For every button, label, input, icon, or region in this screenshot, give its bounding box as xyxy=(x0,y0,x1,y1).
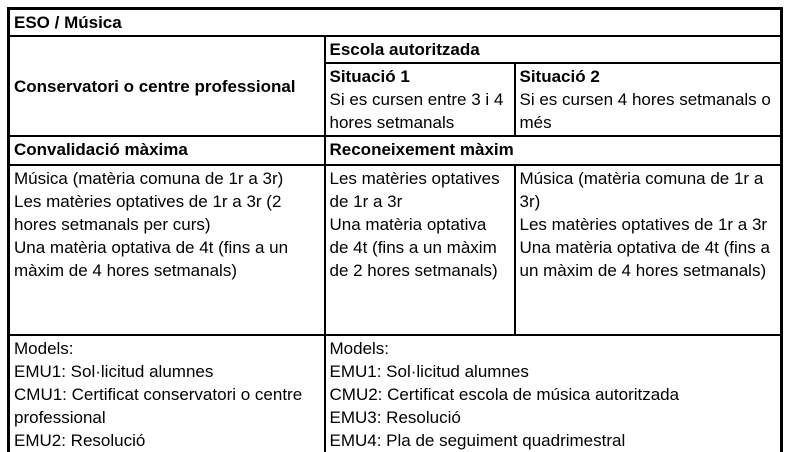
conservatori-entitlements-cell xyxy=(9,165,325,335)
situacio-2-cell xyxy=(515,63,782,136)
situacio-2-entitlements-cell xyxy=(515,165,782,335)
list-line: Música (matèria comuna de 1r a 3r) xyxy=(519,169,764,211)
entitlements-row xyxy=(9,165,782,335)
list-line: Les matèries optatives de 1r a 3r (2 hores setmanals per curs) xyxy=(14,192,282,234)
situacio-1-entitlements-cell xyxy=(325,165,515,335)
table-title: ESO / Música xyxy=(9,9,782,37)
situacio-1-cell xyxy=(325,63,515,136)
list-line: CMU2: Certificat escola de música autoritzada xyxy=(329,385,680,404)
list-line: Una matèria optativa de 4t (fins a un màxim de 4 hores setmanals) xyxy=(519,238,770,280)
situacio-2-description: Si es cursen 4 hores setmanals o més xyxy=(519,90,771,132)
situacio-1-description: Si es cursen entre 3 i 4 hores setmanals xyxy=(329,90,504,132)
list-line: EMU2: Resolució xyxy=(14,431,146,450)
header-group-row xyxy=(9,36,782,63)
list-line: Una matèria optativa de 4t (fins a un màxim de 4 hores setmanals) xyxy=(14,238,289,280)
models-conservatori-cell xyxy=(9,335,325,452)
list-line: EMU3: Resolució xyxy=(329,408,461,427)
section-labels-row xyxy=(9,136,782,165)
models-heading: Models: xyxy=(14,339,74,358)
models-heading: Models: xyxy=(329,339,390,358)
list-line: EMU4: Pla de seguiment quadrimestral xyxy=(329,431,626,450)
convalidacio-maxima-label: Convalidació màxima xyxy=(9,136,325,165)
list-line: EMU1: Sol·licitud alumnes xyxy=(329,362,529,381)
list-line: CMU1: Certificat conservatori o centre professional xyxy=(14,385,303,427)
models-row xyxy=(9,335,782,452)
title-row xyxy=(9,9,782,37)
list-line: Les matèries optatives de 1r a 3r xyxy=(329,169,500,211)
situacio-2-title: Situació 2 xyxy=(519,67,600,86)
models-escola-cell xyxy=(325,335,782,452)
list-line: Les matèries optatives de 1r a 3r xyxy=(519,215,768,234)
conservatori-header-cell: Conservatori o centre professional xyxy=(9,36,325,136)
escola-autoritzada-header-cell: Escola autoritzada xyxy=(325,36,782,63)
eso-musica-table xyxy=(7,7,783,452)
situacio-1-title: Situació 1 xyxy=(329,67,410,86)
list-line: Música (matèria comuna de 1r a 3r) xyxy=(14,169,284,188)
list-line: EMU1: Sol·licitud alumnes xyxy=(14,362,214,381)
list-line: Una matèria optativa de 4t (fins a un màxim de 2 hores setmanals) xyxy=(329,215,498,280)
reconeixement-maxim-label: Reconeixement màxim xyxy=(325,136,782,165)
